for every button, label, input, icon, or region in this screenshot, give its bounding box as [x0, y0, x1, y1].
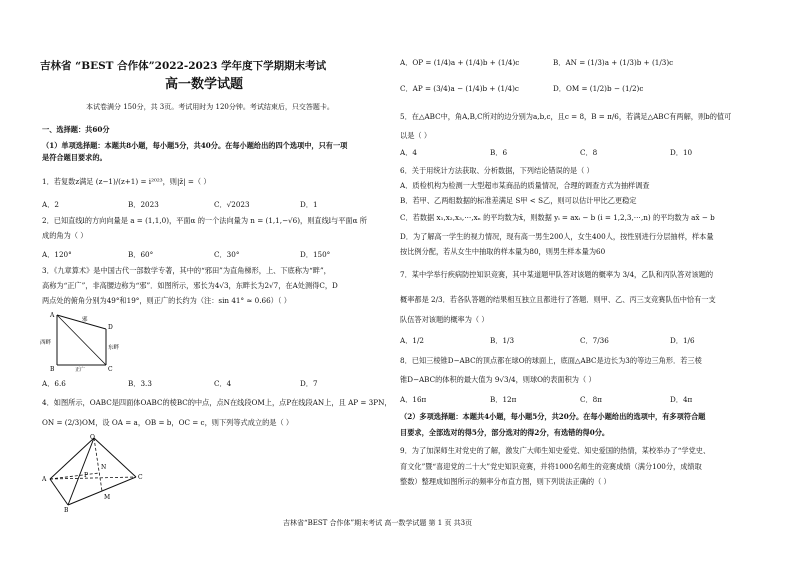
q7-option-b: B．1/3 — [490, 336, 515, 345]
left-column — [0, 0, 392, 561]
q6-stem: 6．关于用统计方法获取、分析数据，下列结论错误的是（ ） — [400, 166, 594, 175]
q3-line3: 两点处的俯角分别为49°和19°，则正广的长约为（注：sin 41° ≈ 0.66）（ ） — [42, 296, 291, 305]
q7-option-d: D．1/6 — [670, 336, 695, 345]
q9-line2: 育文化”暨“喜迎党的二十大”党史知识竞赛，并将1000名师生的竞赛成绩（满分100分，成绩取 — [400, 462, 702, 471]
q4-edge-ob — [68, 438, 94, 505]
q3-label-a: A — [50, 312, 55, 319]
q2-stem-line1: 2．已知直线l的方向向量是 a = (1,1,0)，平面α 的一个法向量为 n = (1,1,−√6)，则直线l与平面α 所 — [42, 216, 367, 225]
q4-line2: ON = (2/3)OM，设 OA = a，OB = b，OC = c，则下列等式成立的是（ ） — [42, 418, 294, 427]
q7-option-c: C．7/36 — [580, 336, 609, 345]
q3-option-b: B．3.3 — [128, 379, 152, 388]
q5-line1: 5．在△ABC中，角A,B,C所对的边分别为a,b,c，且c = 8，B = π/6，若满足△ABC有两解，则b的值可 — [400, 112, 732, 121]
q9-line1: 9．为了加深师生对党史的了解，激发广大师生知史爱党、知史爱国的热情，某校举办了“学党史、 — [400, 446, 711, 455]
q8-line1: 8．已知三棱锥D−ABC的顶点都在球O的球面上，底面△ABC是边长为3的等边三角形．若三棱 — [400, 356, 702, 365]
q2-stem-line2: 成的角为（ ） — [42, 231, 88, 240]
exam-subtitle: 高一数学试题 — [165, 77, 244, 92]
q4-edge-ab — [50, 479, 68, 505]
exam-note: 本试卷满分 150分，共 3页。考试用时为 120分钟。考试结束后，只交答题卡。 — [86, 103, 334, 111]
exam-title: 吉林省 “BEST 合作体”2022-2023 学年度下学期期末考试 — [40, 60, 327, 72]
q4-label-a: A — [42, 476, 47, 483]
q4-option-a: A．OP = (1/4)a + (1/4)b + (1/4)c — [400, 58, 520, 67]
q3-label-xipan: 西畔 — [40, 340, 52, 346]
q1-option-a: A．2 — [42, 200, 59, 209]
q5-option-b: B．6 — [490, 148, 508, 157]
q3-option-d: D．7 — [300, 379, 318, 388]
section1-instruction-cont: 是符合题目要求的。 — [42, 153, 107, 162]
q4-label-c: C — [138, 474, 143, 481]
q6-option-b: B．若甲、乙两组数据的标准差满足 S甲 < S乙，则可以估计甲比乙更稳定 — [400, 196, 637, 205]
q8-option-c: C．8π — [580, 395, 602, 404]
q9-line3: 整数）整理成如图所示的频率分布直方图，则下列说法正确的（ ） — [400, 477, 611, 486]
q8-option-b: B．12π — [490, 395, 517, 404]
q6-option-a: A．质检机构为检测一大型超市某商品的质量情况，合理的调查方式为抽样调查 — [400, 181, 650, 190]
q1-option-b: B．2023 — [128, 200, 159, 209]
q4-option-b: B．AN = (1/3)a + (1/3)b + (1/3)c — [553, 58, 674, 67]
q3-line1: 3．《九章算术》是中国古代一部数学专著，其中的“邪田”为直角梯形，上、下底称为“畔”， — [42, 266, 331, 275]
q7-line3: 队伍答对该题的概率为（ ） — [400, 315, 489, 324]
section2-instruction-cont: 目要求，全部选对的得5分，部分选对的得2分，有选错的得0分。 — [400, 428, 610, 437]
q4-label-n: N — [101, 464, 107, 471]
q3-label-d: D — [108, 324, 113, 331]
q3-label-dongpan: 东畔 — [108, 345, 120, 351]
page-footer: 吉林省“BEST 合作体”期末考试 高一数学试题 第 1 页 共3页 — [283, 519, 473, 527]
q3-option-c: C．4 — [214, 379, 232, 388]
section2-instruction: （2）多项选择题：本题共4小题，每小题5分，共20分。在每小题给出的选项中，有多项符合题 — [400, 412, 706, 421]
q3-line2: 高称为“正广”，非高腰边称为“邪”．如图所示，邪长为4√3，东畔长为2√7，在A处测得C，D — [42, 281, 338, 290]
q2-option-a: A．120° — [42, 250, 72, 259]
q3-label-b: B — [50, 366, 55, 373]
q2-option-c: C．30° — [214, 250, 240, 259]
q5-option-d: D．10 — [670, 148, 693, 157]
q3-label-c: C — [108, 366, 113, 373]
q1-stem: 1．若复数z满足 (z−1)/(z+1) = i²⁰²³，则|z̄| =（ ） — [42, 177, 211, 186]
q3-label-xie: 邪 — [82, 317, 88, 323]
q7-line2: 概率都是 2/3．若各队答题的结果相互独立且都进行了答题．则甲、乙、丙三支竞赛队伍中恰有一支 — [400, 295, 716, 304]
q3-trapezoid-figure — [40, 307, 150, 375]
section1-instruction: （1）单项选择题：本题共8小题，每小题5分，共40分。在每小题给出的四个选项中，只有一项 — [42, 141, 348, 150]
right-column — [398, 0, 794, 561]
q7-option-a: A．1/2 — [400, 336, 424, 345]
q4-line1: 4．如图所示，OABC是四面体OABC的棱BC的中点，点N在线段OM上，点P在线段AN上，且 AP = 3PN， — [42, 398, 392, 407]
q8-option-a: A．16π — [400, 395, 427, 404]
q4-label-b: B — [64, 507, 69, 513]
q8-option-d: D．4π — [670, 395, 693, 404]
q2-option-b: B．60° — [128, 250, 154, 259]
q6-option-d-line2: 按比例分配，若从女生中抽取的样本量为80，则男生样本量为60 — [400, 247, 606, 256]
q7-line1: 7．某中学举行疾病防控知识竞赛，其中某道题甲队答对该题的概率为 3/4，乙队和丙队答对该题的 — [400, 270, 714, 279]
q4-label-o: O — [90, 434, 95, 441]
q4-label-p: P — [84, 472, 89, 479]
q4-tetrahedron-figure — [40, 433, 150, 513]
q6-option-c: C．若数据 x₁,x₂,x₃,⋯,xₙ 的平均数为x̄，则数据 yᵢ = axᵢ − b (i = 1,2,3,⋯,n) 的平均数为 ax̄ − b — [400, 213, 715, 222]
q5-line2: 以是（ ） — [400, 131, 432, 140]
q4-option-c: C．AP = (3/4)a − (1/4)b + (1/4)c — [400, 84, 519, 93]
q5-option-a: A．4 — [400, 148, 417, 157]
q5-option-c: C．8 — [580, 148, 598, 157]
q2-option-d: D．150° — [300, 250, 331, 259]
q4-edge-ac — [50, 477, 136, 479]
q4-label-m: M — [104, 494, 111, 501]
q3-option-a: A．6.6 — [42, 379, 66, 388]
q1-option-c: C．√2023 — [214, 200, 250, 209]
q1-option-d: D．1 — [300, 200, 318, 209]
q3-label-zhengguang: 正广 — [75, 367, 86, 373]
q6-option-d-line1: D．为了解高一学生的视力情况，现有高一男生200人，女生400人，按性别进行分层抽样，样本量 — [400, 232, 714, 241]
q8-line2: 锥D−ABC的体积的最大值为 9√3/4，则球O的表面积为（ ） — [400, 375, 596, 384]
section1-heading: 一、选择题：共60分 — [42, 125, 110, 134]
q4-option-d: D．OM = (1/2)b − (1/2)c — [553, 84, 644, 93]
q4-edge-oc — [94, 438, 136, 477]
